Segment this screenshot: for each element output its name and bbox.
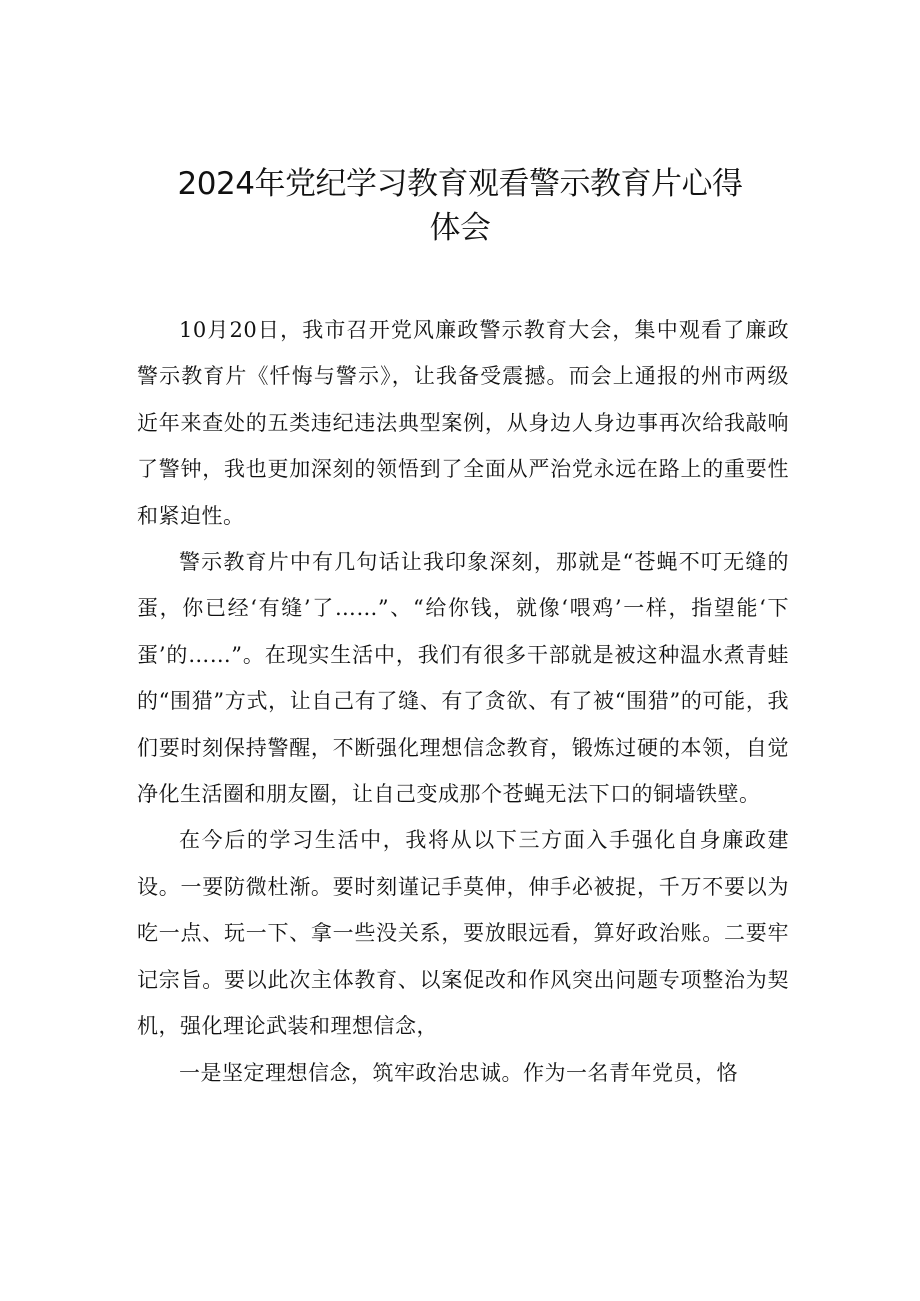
- title-line-2: 体会: [429, 210, 491, 246]
- paragraph-3: 在今后的学习生活中，我将从以下三方面入手强化自身廉政建设。一要防微杜渐。要时刻谨记手莫伸，伸手必被捉，千万不要以为吃一点、玩一下、拿一些没关系，要放眼远看，算好政治账。二要牢记宗旨。要以此次主体教育、以案促改和作风突出问题专项整治为契机，强化理论武装和理想信念，: [137, 828, 789, 1039]
- paragraph-1: 10月20日，我市召开党风廉政警示教育大会，集中观看了廉政警示教育片《忏悔与警示》，让我备受震撼。而会上通报的州市两级近年来查处的五类违纪违法典型案例，从身边人身边事再次给我敲响了警钟，我也更加深刻的领悟到了全面从严治党永远在路上的重要性和紧迫性。: [137, 318, 789, 528]
- document-body: [137, 307, 789, 1096]
- paragraph-4: 一是坚定理想信念，筑牢政治忠诚。作为一名青年党员，恪: [179, 1060, 738, 1085]
- paragraph-2: 警示教育片中有几句话让我印象深刻，那就是“苍蝇不叮无缝的蛋，你已经‘有缝’了……”、“给你钱，就像‘喂鸡’一样，指望能‘下蛋’的……”。在现实生活中，我们有很多干部就是被这种温水煮青蛙的“围猎”方式，让自己有了缝、有了贪欲、有了被“围猎”的可能，我们要时刻保持警醒，不断强化理想信念教育，锻炼过硬的本领，自觉净化生活圈和朋友圈，让自己变成那个苍蝇无法下口的铜墙铁壁。: [137, 550, 789, 807]
- document-title: [120, 162, 800, 250]
- title-line-1: 2024年党纪学习教育观看警示教育片心得: [177, 166, 743, 202]
